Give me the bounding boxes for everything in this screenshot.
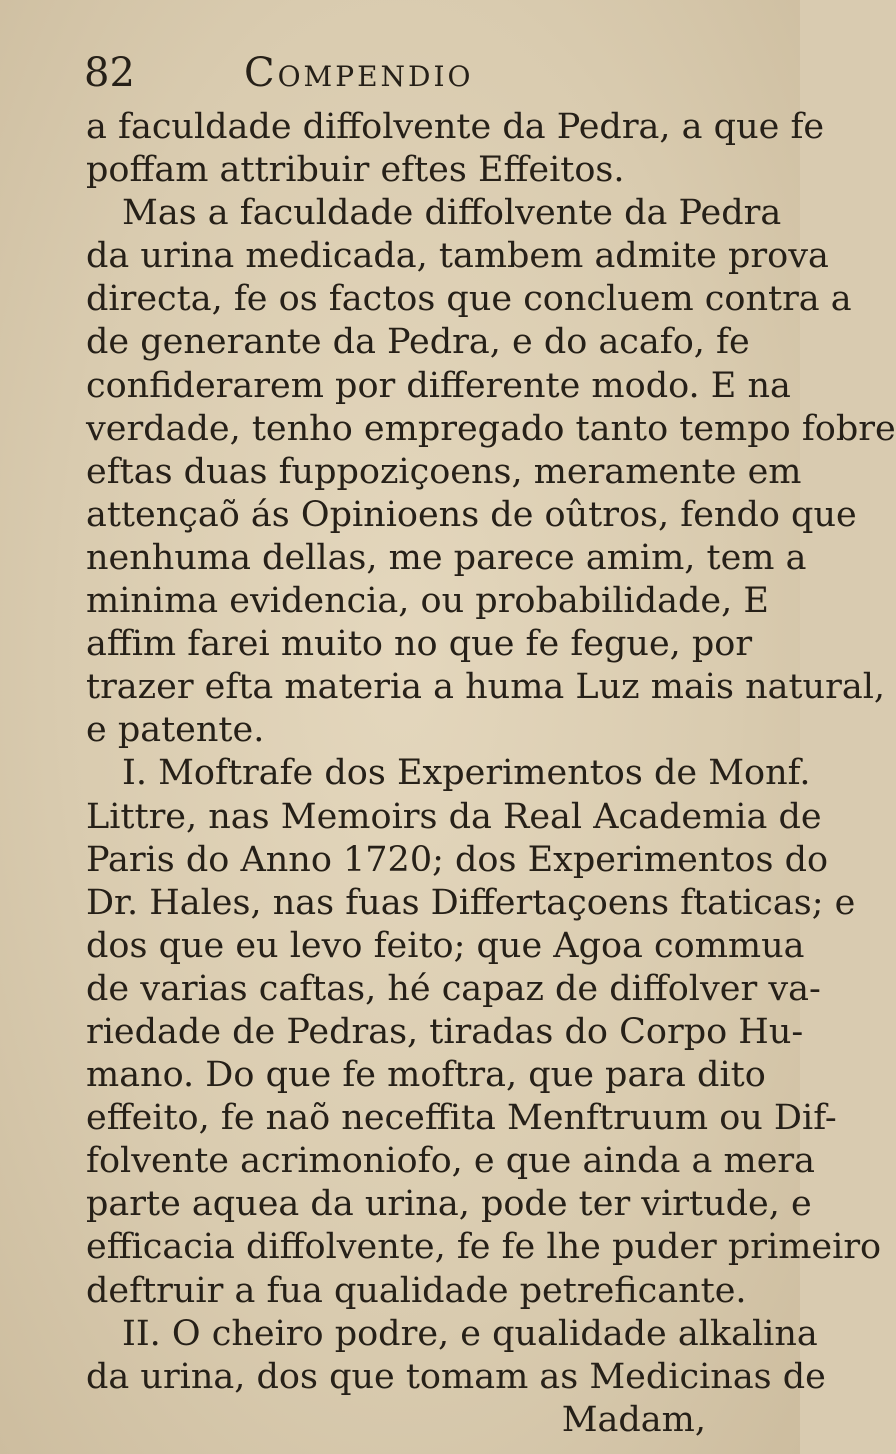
text-line: eftas duas fuppoziçoens, meramente em [86,451,802,492]
catchword: Madam, [561,1399,706,1440]
text-line: nenhuma dellas, me parece amim, tem a [86,537,807,578]
text-line: de varias caftas, hé capaz de diffolver va- [86,968,821,1009]
text-line: poffam attribuir eftes Effeitos. [86,150,625,191]
text-line: deftruir a fua qualidade petreficante. [86,1270,747,1311]
text-line: affim farei muito no que fe fegue, por [86,624,753,665]
text-line: da urina medicada, tambem admite prova [86,236,829,277]
text-line: folvente acrimoniofo, e que ainda a mera [86,1141,816,1182]
text-line: riedade de Pedras, tiradas do Corpo Hu- [86,1011,804,1052]
text-line: minima evidencia, ou probabilidade, E [86,581,769,622]
text-line: effeito, fe naõ neceffita Menftruum ou Dif- [86,1098,837,1139]
text-line: parte aquea da urina, pode ter virtude, e [86,1184,812,1225]
text-line: Littre, nas Memoirs da Real Academia de [86,796,822,837]
running-head: Compendio [244,50,474,96]
text-line: attençaõ ás Opinioens de oûtros, fendo que [86,494,857,535]
text-line: directa, fe os factos que concluem contra a [86,279,852,320]
text-line: da urina, dos que tomam as Medicinas de [86,1356,826,1397]
text-line: e patente. [86,710,265,751]
page-number: 82 [84,50,135,96]
text-line: de generante da Pedra, e do acafo, fe [86,322,750,363]
text-line: verdade, tenho empregado tanto tempo fobre [86,408,896,449]
text-line: a faculdade diffolvente da Pedra, a que fe [86,107,825,147]
body-text [86,106,896,1442]
text-line: Paris do Anno 1720; dos Experimentos do [86,839,829,880]
text-line: dos que eu levo feito; que Agoa commua [86,925,805,966]
text-line: I. Moftrafe dos Experimentos de Monf. [122,753,811,794]
text-line: II. O cheiro podre, e qualidade alkalina [122,1313,818,1354]
text-line: confiderarem por differente modo. E na [86,365,791,406]
text-line: Dr. Hales, nas fuas Differtaçoens ftaticas; e [86,882,856,923]
text-line: mano. Do que fe moftra, que para dito [86,1055,766,1096]
text-line: efficacia diffolvente, fe fe lhe puder primeiro [86,1227,882,1268]
text-line: Mas a faculdade diffolvente da Pedra [122,193,782,234]
page-header [84,44,724,104]
text-line: trazer efta materia a huma Luz mais natural, [86,667,886,708]
